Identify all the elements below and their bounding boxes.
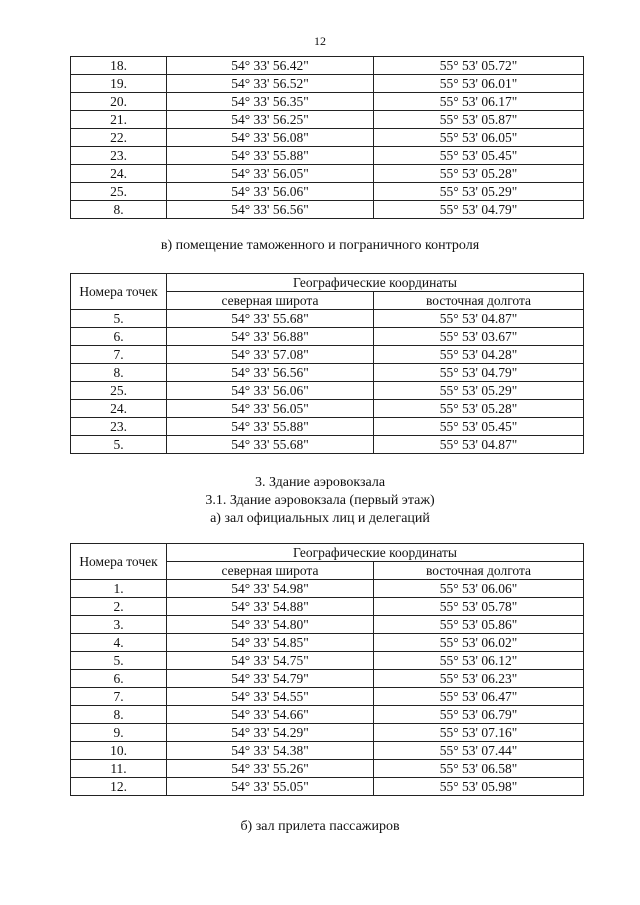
point-number-cell: 9. (71, 724, 167, 742)
coordinates-table-continued (70, 56, 584, 219)
table-row (71, 688, 584, 706)
latitude-cell: 54° 33' 55.88" (167, 147, 374, 165)
point-number-cell: 22. (71, 129, 167, 147)
table-row (71, 742, 584, 760)
latitude-cell: 54° 33' 54.55" (167, 688, 374, 706)
table-row (71, 129, 584, 147)
longitude-cell: 55° 53' 06.79" (374, 706, 584, 724)
latitude-cell: 54° 33' 54.80" (167, 616, 374, 634)
longitude-cell: 55° 53' 04.87" (374, 436, 584, 454)
point-number-cell: 5. (71, 310, 167, 328)
latitude-cell: 54° 33' 56.42" (167, 57, 374, 75)
latitude-cell: 54° 33' 55.68" (167, 436, 374, 454)
longitude-cell: 55° 53' 05.98" (374, 778, 584, 796)
longitude-cell: 55° 53' 06.05" (374, 129, 584, 147)
table-row (71, 183, 584, 201)
point-number-cell: 21. (71, 111, 167, 129)
longitude-cell: 55° 53' 07.16" (374, 724, 584, 742)
point-number-cell: 6. (71, 670, 167, 688)
point-number-cell: 25. (71, 382, 167, 400)
longitude-cell: 55° 53' 03.67" (374, 328, 584, 346)
point-number-cell: 5. (71, 436, 167, 454)
table-row (71, 111, 584, 129)
coordinates-table-customs (70, 273, 584, 454)
point-number-cell: 7. (71, 346, 167, 364)
column-header-longitude: восточная долгота (374, 292, 584, 310)
latitude-cell: 54° 33' 54.85" (167, 634, 374, 652)
point-number-cell: 3. (71, 616, 167, 634)
table-row (71, 670, 584, 688)
latitude-cell: 54° 33' 55.26" (167, 760, 374, 778)
longitude-cell: 55° 53' 05.72" (374, 57, 584, 75)
longitude-cell: 55° 53' 05.28" (374, 400, 584, 418)
latitude-cell: 54° 33' 56.06" (167, 183, 374, 201)
longitude-cell: 55° 53' 05.87" (374, 111, 584, 129)
section-heading-arrivals-hall: б) зал прилета пассажиров (240, 819, 400, 834)
section-heading-terminal-first-floor: 3.1. Здание аэровокзала (первый этаж) (205, 493, 435, 508)
longitude-cell: 55° 53' 04.87" (374, 310, 584, 328)
longitude-cell: 55° 53' 06.17" (374, 93, 584, 111)
column-header-latitude: северная широта (167, 292, 374, 310)
point-number-cell: 10. (71, 742, 167, 760)
point-number-cell: 20. (71, 93, 167, 111)
table-row (71, 75, 584, 93)
table-row (71, 778, 584, 796)
longitude-cell: 55° 53' 06.47" (374, 688, 584, 706)
table-row (71, 364, 584, 382)
table-row (71, 706, 584, 724)
latitude-cell: 54° 33' 56.08" (167, 129, 374, 147)
table-row (71, 310, 584, 328)
table-row (71, 652, 584, 670)
latitude-cell: 54° 33' 56.05" (167, 400, 374, 418)
longitude-cell: 55° 53' 04.79" (374, 364, 584, 382)
latitude-cell: 54° 33' 56.56" (167, 201, 374, 219)
table-row (71, 634, 584, 652)
latitude-cell: 54° 33' 54.98" (167, 580, 374, 598)
point-number-cell: 24. (71, 165, 167, 183)
latitude-cell: 54° 33' 55.88" (167, 418, 374, 436)
longitude-cell: 55° 53' 06.02" (374, 634, 584, 652)
latitude-cell: 54° 33' 56.06" (167, 382, 374, 400)
point-number-cell: 6. (71, 328, 167, 346)
table-row (71, 346, 584, 364)
latitude-cell: 54° 33' 56.35" (167, 93, 374, 111)
table-row (71, 201, 584, 219)
page-number: 12 (314, 34, 326, 48)
longitude-cell: 55° 53' 05.86" (374, 616, 584, 634)
latitude-cell: 54° 33' 56.25" (167, 111, 374, 129)
point-number-cell: 8. (71, 201, 167, 219)
point-number-cell: 24. (71, 400, 167, 418)
point-number-cell: 11. (71, 760, 167, 778)
latitude-cell: 54° 33' 56.88" (167, 328, 374, 346)
table-row (71, 93, 584, 111)
column-header-geo: Географические координаты (167, 544, 584, 562)
table-body (71, 580, 584, 796)
longitude-cell: 55° 53' 04.28" (374, 346, 584, 364)
point-number-cell: 4. (71, 634, 167, 652)
section-heading-terminal: 3. Здание аэровокзала (254, 475, 386, 490)
latitude-cell: 54° 33' 54.88" (167, 598, 374, 616)
table-row (71, 328, 584, 346)
point-number-cell: 19. (71, 75, 167, 93)
table-row (71, 724, 584, 742)
point-number-cell: 2. (71, 598, 167, 616)
latitude-cell: 54° 33' 57.08" (167, 346, 374, 364)
table-row (71, 598, 584, 616)
point-number-cell: 25. (71, 183, 167, 201)
section-heading-customs: в) помещение таможенного и пограничного контроля (160, 238, 480, 253)
longitude-cell: 55° 53' 06.23" (374, 670, 584, 688)
latitude-cell: 54° 33' 54.79" (167, 670, 374, 688)
longitude-cell: 55° 53' 05.45" (374, 147, 584, 165)
longitude-cell: 55° 53' 06.01" (374, 75, 584, 93)
column-header-points: Номера точек (71, 274, 167, 310)
table-row (71, 580, 584, 598)
table-row (71, 760, 584, 778)
table-body (71, 57, 584, 219)
table-row (71, 165, 584, 183)
longitude-cell: 55° 53' 07.44" (374, 742, 584, 760)
longitude-cell: 55° 53' 06.58" (374, 760, 584, 778)
longitude-cell: 55° 53' 06.06" (374, 580, 584, 598)
table-row (71, 57, 584, 75)
point-number-cell: 7. (71, 688, 167, 706)
column-header-latitude: северная широта (167, 562, 374, 580)
point-number-cell: 23. (71, 147, 167, 165)
latitude-cell: 54° 33' 56.56" (167, 364, 374, 382)
longitude-cell: 55° 53' 06.12" (374, 652, 584, 670)
column-header-geo: Географические координаты (167, 274, 584, 292)
table-row (71, 436, 584, 454)
column-header-longitude: восточная долгота (374, 562, 584, 580)
table-row (71, 418, 584, 436)
longitude-cell: 55° 53' 05.29" (374, 382, 584, 400)
table-row (71, 147, 584, 165)
longitude-cell: 55° 53' 05.28" (374, 165, 584, 183)
table-row (71, 616, 584, 634)
point-number-cell: 8. (71, 364, 167, 382)
table-row (71, 382, 584, 400)
latitude-cell: 54° 33' 54.38" (167, 742, 374, 760)
coordinates-table-officials-hall (70, 543, 584, 796)
latitude-cell: 54° 33' 54.75" (167, 652, 374, 670)
column-header-points: Номера точек (71, 544, 167, 580)
longitude-cell: 55° 53' 04.79" (374, 201, 584, 219)
point-number-cell: 23. (71, 418, 167, 436)
latitude-cell: 54° 33' 56.52" (167, 75, 374, 93)
longitude-cell: 55° 53' 05.78" (374, 598, 584, 616)
point-number-cell: 18. (71, 57, 167, 75)
point-number-cell: 1. (71, 580, 167, 598)
latitude-cell: 54° 33' 56.05" (167, 165, 374, 183)
latitude-cell: 54° 33' 54.66" (167, 706, 374, 724)
point-number-cell: 8. (71, 706, 167, 724)
point-number-cell: 5. (71, 652, 167, 670)
latitude-cell: 54° 33' 55.05" (167, 778, 374, 796)
longitude-cell: 55° 53' 05.45" (374, 418, 584, 436)
point-number-cell: 12. (71, 778, 167, 796)
latitude-cell: 54° 33' 55.68" (167, 310, 374, 328)
latitude-cell: 54° 33' 54.29" (167, 724, 374, 742)
table-row (71, 400, 584, 418)
longitude-cell: 55° 53' 05.29" (374, 183, 584, 201)
section-heading-officials-hall: а) зал официальных лиц и делегаций (210, 511, 430, 526)
table-body (71, 310, 584, 454)
